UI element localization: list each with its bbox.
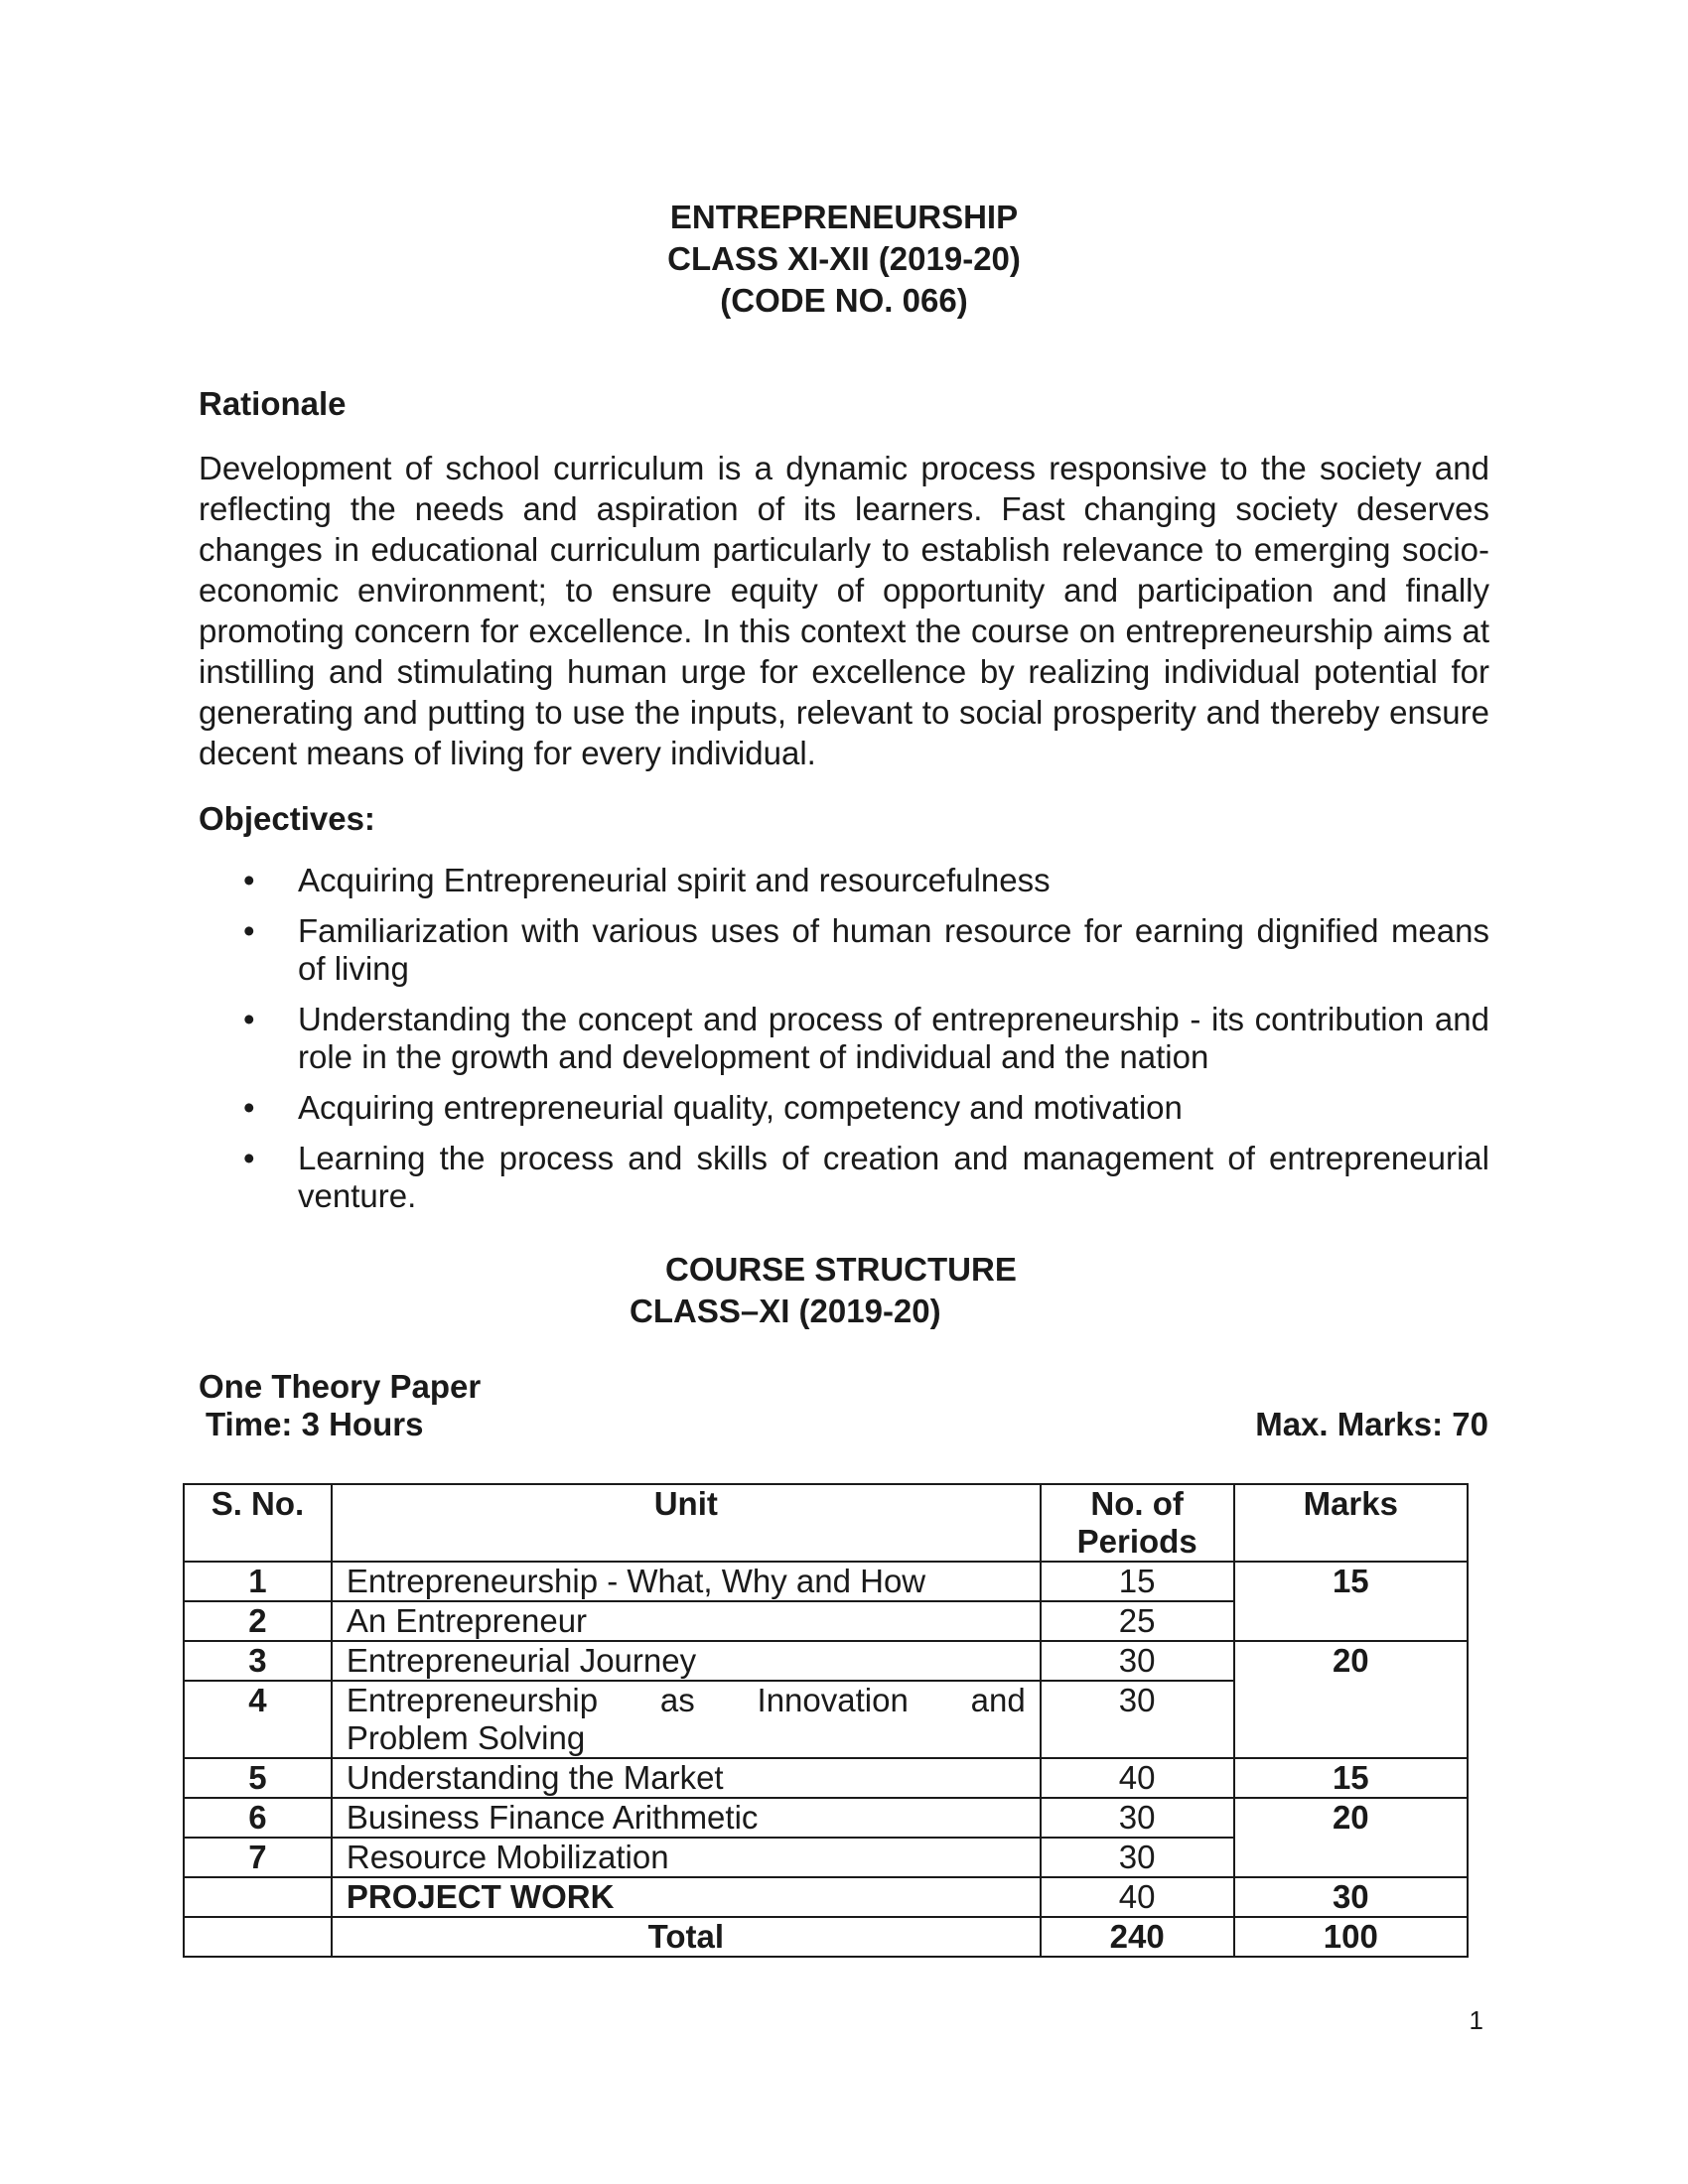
total-marks: 100	[1234, 1917, 1468, 1957]
cell-unit: Understanding the Market	[332, 1758, 1041, 1798]
objective-text: Acquiring entrepreneurial quality, competency and motivation	[298, 1089, 1183, 1126]
objective-text: Understanding the concept and process of entrepreneurship - its contribution and role in the growth and development of individual and the nation	[298, 1001, 1489, 1075]
rationale-paragraph: Development of school curriculum is a dynamic process responsive to the society and reflecting the needs and aspiration of its learners. Fast changing society deserves changes in educational curriculum particularly to establish relevance to emerging socio-economic environment; to ensure equity of opportunity and participation and finally promoting concern for excellence. In this context the course on entrepreneurship aims at instilling and stimulating human urge for excellence by realizing individual potential for generating and putting to use the inputs, relevant to social prosperity and thereby ensure decent means of living for every individual.	[199, 450, 1489, 771]
cell-unit: Business Finance Arithmetic	[332, 1798, 1041, 1838]
cell-periods: 30	[1041, 1681, 1234, 1758]
cell-unit: An Entrepreneur	[332, 1601, 1041, 1641]
table-row	[184, 1562, 1468, 1601]
max-marks-label: Max. Marks: 70	[1255, 1406, 1488, 1442]
document-title	[0, 197, 1688, 322]
header-periods-line1: No. of	[1090, 1485, 1184, 1522]
time-label: Time: 3 Hours	[206, 1406, 424, 1442]
objective-item	[199, 912, 1489, 988]
cell-sno: 3	[184, 1641, 332, 1681]
cell-sno: 5	[184, 1758, 332, 1798]
cell-unit: Resource Mobilization	[332, 1838, 1041, 1877]
objective-item	[199, 862, 1489, 899]
cell-marks: 15	[1234, 1562, 1468, 1641]
header-periods	[1041, 1484, 1234, 1562]
table-row	[184, 1758, 1468, 1798]
cell-unit-line1: Entrepreneurship as Innovation and	[346, 1682, 1026, 1718]
cell-unit	[332, 1681, 1041, 1758]
header-marks: Marks	[1234, 1484, 1468, 1562]
cell-sno: 6	[184, 1798, 332, 1838]
bullet-icon: •	[243, 1001, 255, 1037]
cell-marks: 15	[1234, 1758, 1468, 1798]
cell-periods: 30	[1041, 1798, 1234, 1838]
cell-periods: 30	[1041, 1838, 1234, 1877]
table-row	[184, 1877, 1468, 1917]
cell-periods: 30	[1041, 1641, 1234, 1681]
cell-marks: 20	[1234, 1641, 1468, 1758]
cell-sno: 7	[184, 1838, 332, 1877]
bullet-icon: •	[243, 912, 255, 949]
code-title: (CODE NO. 066)	[720, 282, 968, 319]
cell-periods: 15	[1041, 1562, 1234, 1601]
cell-sno: 2	[184, 1601, 332, 1641]
total-label: Total	[332, 1917, 1041, 1957]
cell-unit: Entrepreneurship - What, Why and How	[332, 1562, 1041, 1601]
course-structure-heading: COURSE STRUCTURE	[665, 1251, 1017, 1288]
objective-text: Learning the process and skills of creation and management of entrepreneurial venture.	[298, 1140, 1489, 1214]
objectives-list	[199, 862, 1489, 1228]
class-heading: CLASS–XI (2019-20)	[630, 1293, 941, 1329]
total-periods: 240	[1041, 1917, 1234, 1957]
subject-title: ENTREPRENEURSHIP	[669, 199, 1019, 235]
cell-sno	[184, 1877, 332, 1917]
cell-periods: 40	[1041, 1877, 1234, 1917]
course-structure-table	[183, 1483, 1469, 1958]
theory-paper-label: One Theory Paper	[199, 1368, 482, 1405]
header-sno: S. No.	[184, 1484, 332, 1562]
table-header-row	[184, 1484, 1468, 1562]
cell-marks: 30	[1234, 1877, 1468, 1917]
objective-item	[199, 1140, 1489, 1215]
cell-sno: 1	[184, 1562, 332, 1601]
objective-text: Familiarization with various uses of human resource for earning dignified means of living	[298, 912, 1489, 987]
cell-periods: 25	[1041, 1601, 1234, 1641]
objective-text: Acquiring Entrepreneurial spirit and resourcefulness	[298, 862, 1051, 898]
cell-periods: 40	[1041, 1758, 1234, 1798]
class-title: CLASS XI-XII (2019-20)	[667, 240, 1021, 277]
objectives-heading: Objectives:	[199, 800, 375, 837]
header-unit: Unit	[332, 1484, 1041, 1562]
bullet-icon: •	[243, 1089, 255, 1126]
cell-unit: Entrepreneurial Journey	[332, 1641, 1041, 1681]
rationale-heading: Rationale	[199, 385, 347, 422]
cell-unit: PROJECT WORK	[332, 1877, 1041, 1917]
bullet-icon: •	[243, 862, 255, 898]
cell-unit-line2: Problem Solving	[346, 1719, 586, 1756]
table-row	[184, 1798, 1468, 1838]
table-total-row	[184, 1917, 1468, 1957]
cell-marks: 20	[1234, 1798, 1468, 1877]
objective-item	[199, 1001, 1489, 1076]
header-periods-line2: Periods	[1076, 1523, 1197, 1560]
bullet-icon: •	[243, 1140, 255, 1176]
table-row	[184, 1641, 1468, 1681]
cell-sno: 4	[184, 1681, 332, 1758]
objective-item	[199, 1089, 1489, 1127]
page-number: 1	[1469, 2005, 1483, 2035]
cell-sno-empty	[184, 1917, 332, 1957]
